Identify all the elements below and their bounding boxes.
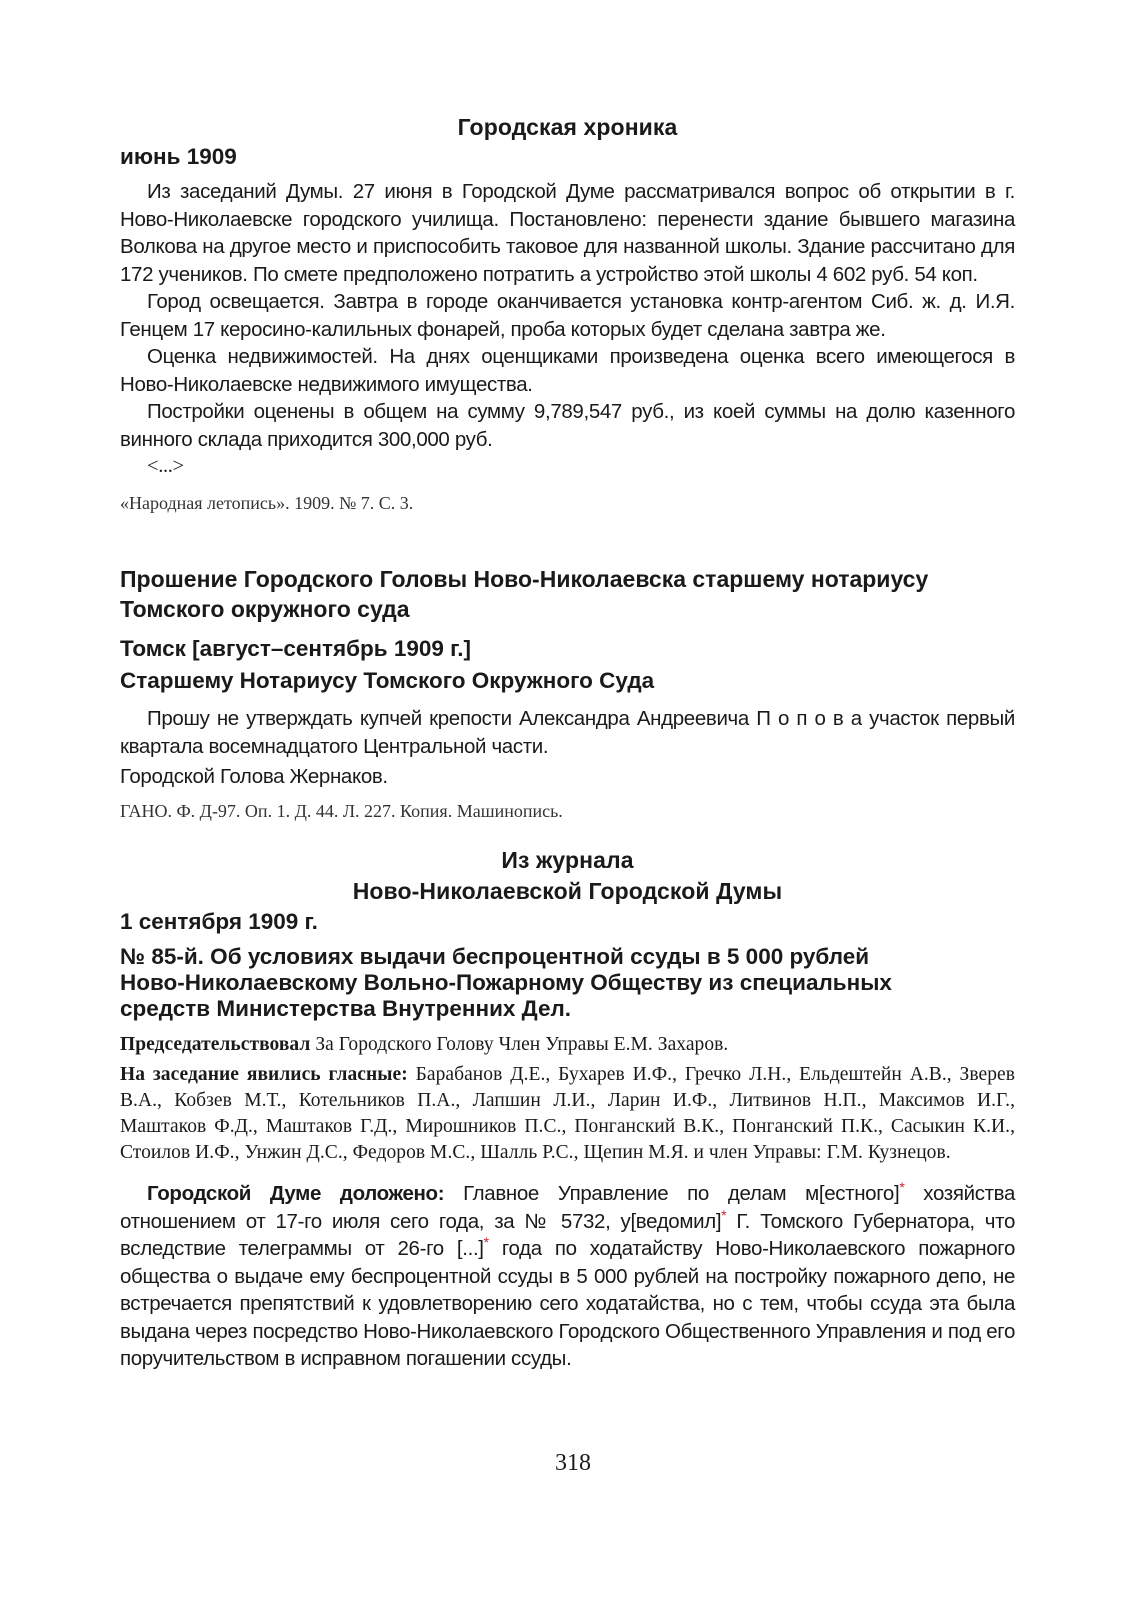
petition-signature: Городской Голова Жернаков. bbox=[120, 765, 388, 788]
chronicle-paragraph-1: Из заседаний Думы. 27 июня в Городской Думе рассматривался вопрос об открытии в г. Ново-Николаевске городского училища. Постановлено: перенести здание бывшего магазина Волкова на другое место и приспособить таковое для названной школы. Здание рассчитано для 172 учеников. По смете предположено потратить а устройство этой школы 4 602 руб. 54 коп. bbox=[120, 180, 1015, 286]
chronicle-title: Городская хроника bbox=[457, 114, 678, 140]
journal-chaired-text: За Городского Голову Член Управы Е.М. Захаров. bbox=[310, 1034, 729, 1055]
journal-title-line2: Ново-Николаевской Городской Думы bbox=[352, 878, 783, 904]
journal-chaired bbox=[120, 1032, 1015, 1058]
footnote-mark-1: * bbox=[899, 1179, 905, 1196]
petition-source: ГАНО. Ф. Д-97. Оп. 1. Д. 44. Л. 227. Копия. Машинопись. bbox=[120, 800, 563, 821]
petition-addressee: Старшему Нотариусу Томского Окружного Суда bbox=[120, 668, 655, 693]
journal-attended-label: На заседание явились гласные: bbox=[120, 1064, 408, 1085]
journal-chaired-label: Председательствовал bbox=[120, 1034, 311, 1055]
chronicle-paragraph-4: Постройки оценены в общем на сумму 9,789,547 руб., из коей суммы на долю казенного винного склада приходится 300,000 руб. bbox=[120, 400, 1015, 451]
footnote-mark-2: * bbox=[721, 1206, 727, 1223]
chronicle-date: июнь 1909 bbox=[120, 144, 237, 169]
journal-reported bbox=[120, 1180, 1015, 1373]
chronicle-paragraph-3: Оценка недвижимостей. На днях оценщиками произведена оценка всего имеющегося в Ново-Николаевске недвижимого имущества. bbox=[120, 345, 1015, 396]
journal-heading: № 85-й. Об условиях выдачи беспроцентной ссуды в 5 000 рублей Ново-Николаевскому Вольно-Пожарному Обществу из специальных средств Министерства Внутренних Дел. bbox=[120, 944, 892, 1021]
journal-reported-label: Городской Думе доложено: bbox=[147, 1182, 445, 1205]
journal-reported-part1: Главное Управление по делам м[естного] bbox=[444, 1182, 900, 1205]
page-number: 318 bbox=[555, 1450, 591, 1476]
chronicle-source: «Народная летопись». 1909. № 7. С. 3. bbox=[120, 492, 414, 513]
petition-title: Прошение Городского Головы Ново-Николаевска старшему нотариусу Томского окружного суда bbox=[120, 566, 929, 622]
chronicle-section bbox=[120, 110, 1015, 515]
chronicle-ellipsis: <...> bbox=[147, 455, 184, 477]
journal-attended bbox=[120, 1062, 1015, 1166]
petition-section bbox=[120, 564, 1015, 823]
journal-section bbox=[120, 845, 1015, 1373]
journal-reported-part4: года по ходатайству Ново-Николаевского пожарного общества о выдаче ему беспроцентной ссуды в 5 000 рублей на постройку пожарного депо, не встречается препятствий к удовлетворению сего ходатайства, но с тем, чтобы ссуда эта была выдана через посредство Ново-Николаевского Городского Общественного Управления и под его поручительством в исправном погашении ссуды. bbox=[120, 1237, 1015, 1370]
journal-date: 1 сентября 1909 г. bbox=[120, 909, 318, 934]
chronicle-paragraph-2: Город освещается. Завтра в городе оканчивается установка контр-агентом Сиб. ж. д. И.Я. Генцем 17 керосино-калильных фонарей, проба которых будет сделана завтра же. bbox=[120, 290, 1015, 341]
petition-body: Прошу не утверждать купчей крепости Александра Андреевича П о п о в а участок первый квартала восемнадцатого Центральной части. bbox=[120, 707, 1015, 758]
footnote-mark-3: * bbox=[483, 1234, 489, 1251]
journal-title-line1: Из журнала bbox=[501, 847, 634, 873]
journal-reported-part2: хозяйства отношением от 17-го июля сего года, за № 5732, у[ведомил] bbox=[120, 1182, 1015, 1233]
journal-reported-part3: Г. Томского Губернатора, что вследствие телеграммы от 26-го [...] bbox=[120, 1209, 1015, 1260]
journal-attended-text: Барабанов Д.Е., Бухарев И.Ф., Гречко Л.Н., Ельдештейн А.В., Зверев В.А., Кобзев М.Т., Котельников П.А., Лапшин Л.И., Ларин И.Ф., Литвинов Н.П., Максимов И.Г., Маштаков Ф.Д., Маштаков Г.Д., Мирошников П.С., Понганский В.К., Понганский П.К., Сасыкин К.И., Стоилов И.Ф., Унжин Д.С., Федоров М.С., Шалль Р.С., Щепин М.Я. и член Управы: Г.М. Кузнецов. bbox=[120, 1064, 1015, 1163]
petition-place-date: Томск [август–сентябрь 1909 г.] bbox=[120, 636, 472, 661]
